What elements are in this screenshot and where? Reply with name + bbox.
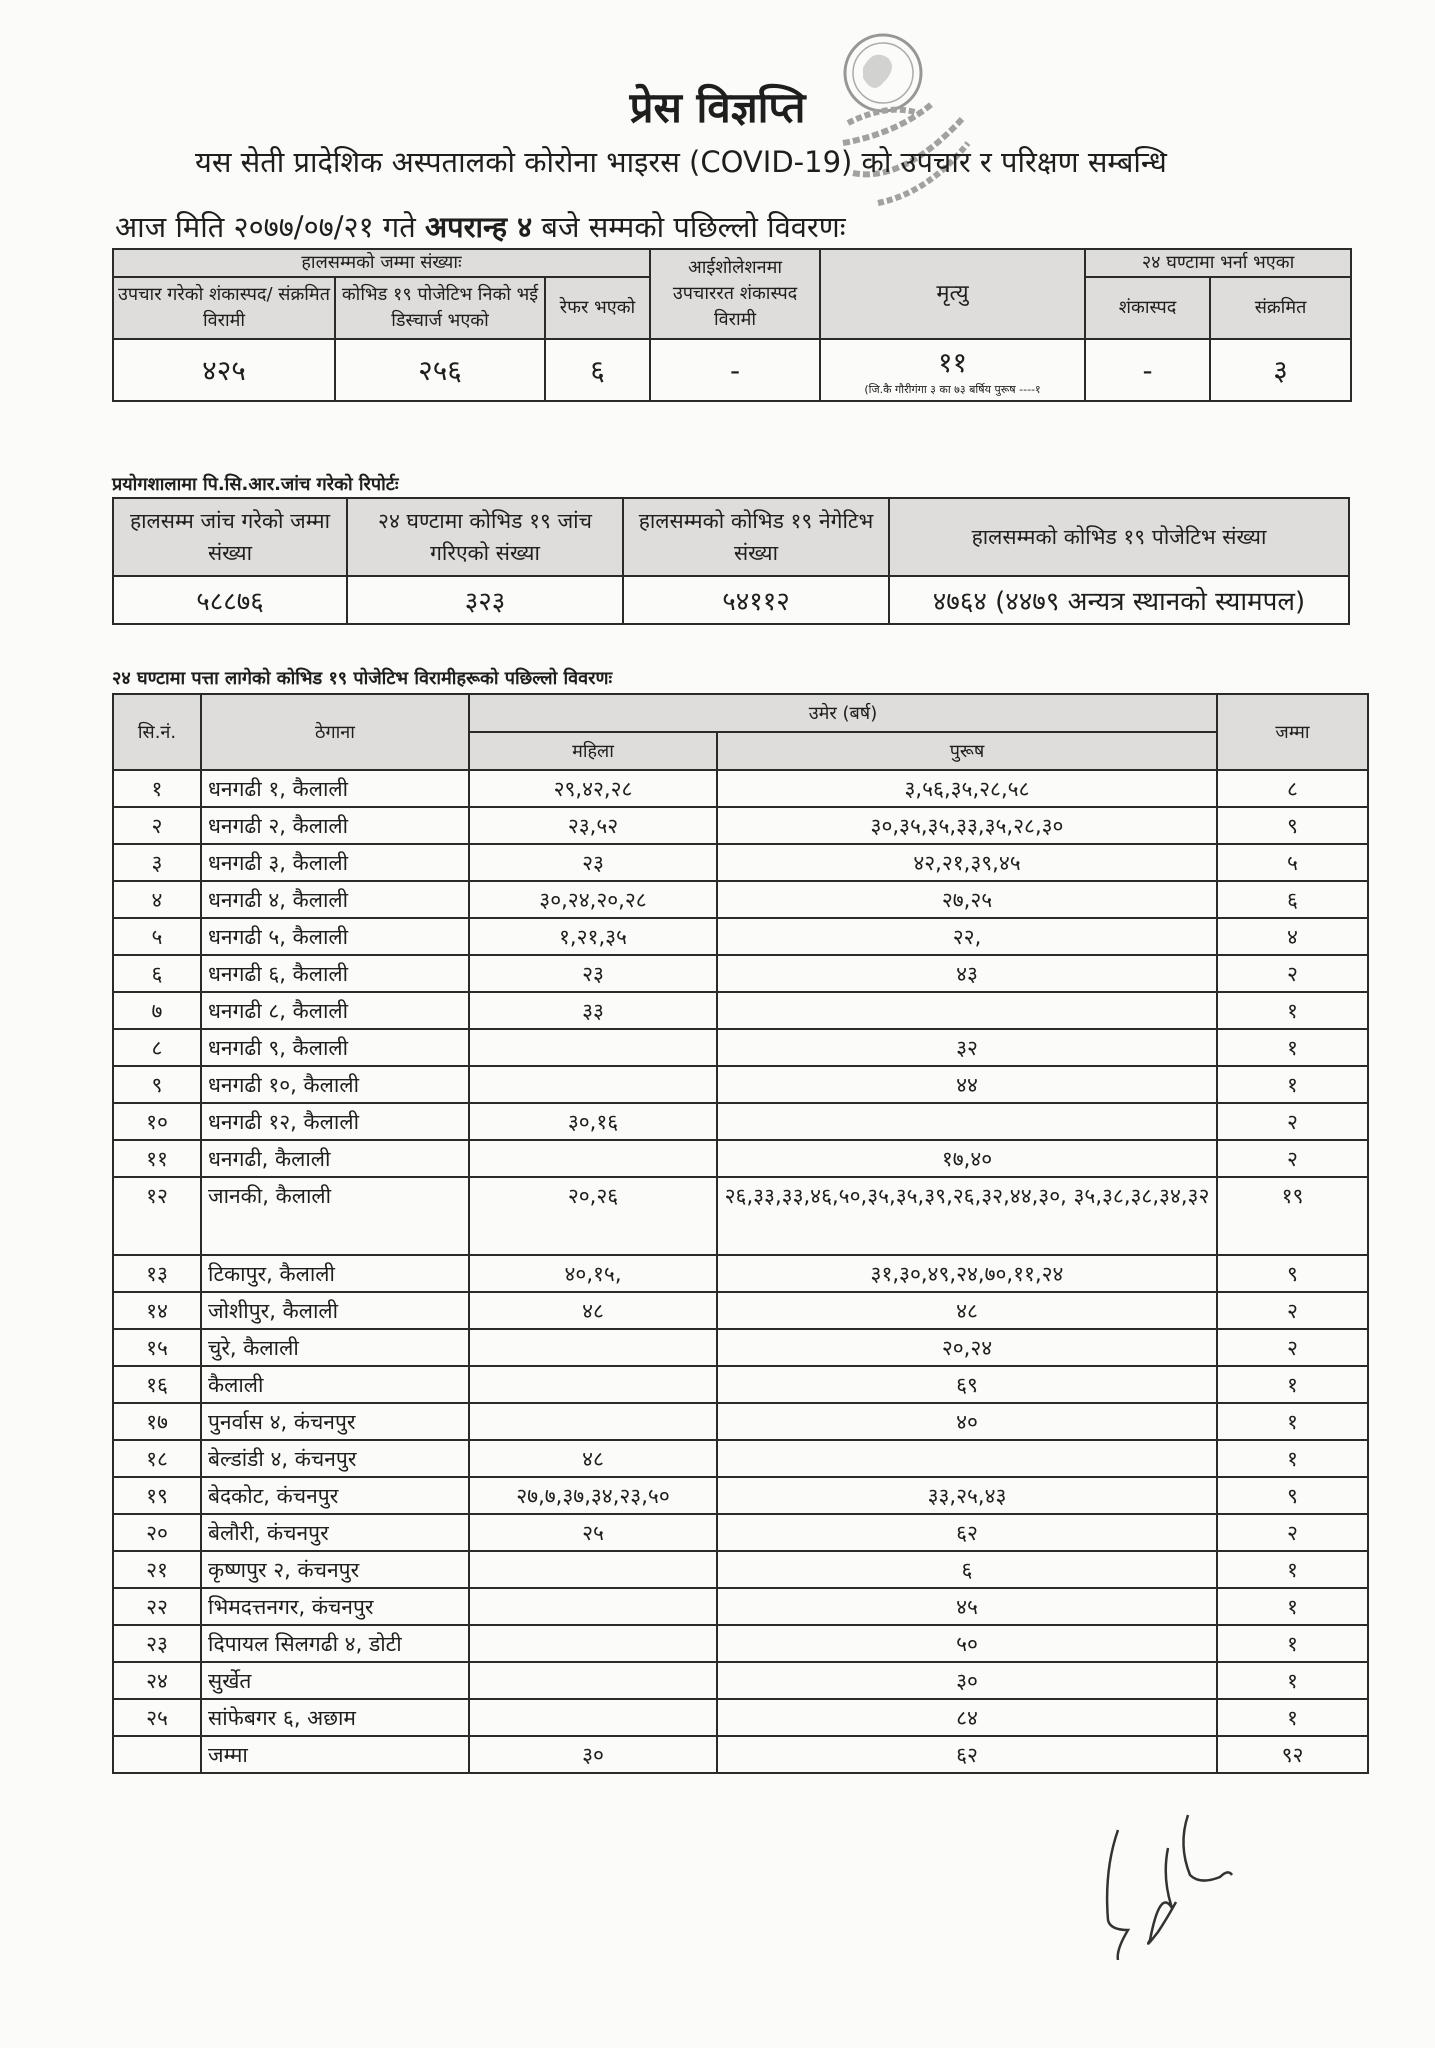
row-male: २२,: [717, 918, 1217, 955]
row-female: ३०,१६: [469, 1103, 717, 1140]
row-sn: ९: [113, 1066, 201, 1103]
value-isolation: -: [650, 339, 820, 401]
value-infected: ३: [1210, 339, 1351, 401]
header-address: ठेगाना: [201, 694, 469, 770]
row-address: बेल्डांडी ४, कंचनपुर: [201, 1440, 469, 1477]
header-female: महिला: [469, 732, 717, 770]
pcr-table: [112, 497, 1350, 625]
row-sn: २१: [113, 1551, 201, 1588]
row-male: ६९: [717, 1366, 1217, 1403]
table-row: [113, 1029, 1368, 1066]
row-address: धनगढी १, कैलाली: [201, 770, 469, 807]
death-note: (जि.कै गौरीगंगा ३ का ७३ बर्षिय पुरूष ----१: [864, 383, 1041, 396]
row-male: ८४: [717, 1699, 1217, 1736]
value-treated: ४२५: [113, 339, 335, 401]
table-row: [113, 955, 1368, 992]
header-treated: उपचार गरेको शंकास्पद/ संक्रमित विरामी: [113, 277, 335, 339]
table-row: [113, 1625, 1368, 1662]
row-total: १: [1217, 1440, 1368, 1477]
page-title: प्रेस विज्ञप्ति: [629, 83, 806, 132]
row-female: [469, 1029, 717, 1066]
row-female: ३०,२४,२०,२८: [469, 881, 717, 918]
row-female: १,२१,३५: [469, 918, 717, 955]
row-male: [717, 992, 1217, 1029]
row-total: १: [1217, 1625, 1368, 1662]
row-sn: १९: [113, 1477, 201, 1514]
row-total: ९: [1217, 1477, 1368, 1514]
row-total: १: [1217, 1403, 1368, 1440]
row-total: १: [1217, 1029, 1368, 1066]
table-row: [113, 1699, 1368, 1736]
row-total: १: [1217, 992, 1368, 1029]
header-death: मृत्यु: [820, 249, 1085, 339]
row-sn: २३: [113, 1625, 201, 1662]
row-address: धनगढी १०, कैलाली: [201, 1066, 469, 1103]
row-female: ३३: [469, 992, 717, 1029]
table-row: [113, 1329, 1368, 1366]
row-total: ४: [1217, 918, 1368, 955]
header-sn: सि.नं.: [113, 694, 201, 770]
row-address: धनगढी ९, कैलाली: [201, 1029, 469, 1066]
header-infected: संक्रमित: [1210, 277, 1351, 339]
row-sn: १३: [113, 1255, 201, 1292]
table-row: [113, 1255, 1368, 1292]
table-row: [113, 1551, 1368, 1588]
header-total: जम्मा: [1217, 694, 1368, 770]
row-female: [469, 1066, 717, 1103]
intro-line-1: यस सेती प्रादेशिक अस्पतालको कोरोना भाइरस (COVID-19) को उपचार र परिक्षण सम्बन्धि: [195, 145, 1167, 179]
table-row: [113, 992, 1368, 1029]
row-sn: १८: [113, 1440, 201, 1477]
header-suspected: शंकास्पद: [1085, 277, 1210, 339]
row-female: २५: [469, 1514, 717, 1551]
row-sn: १५: [113, 1329, 201, 1366]
row-total: २: [1217, 1514, 1368, 1551]
row-female: ४८: [469, 1440, 717, 1477]
row-address: धनगढी ६, कैलाली: [201, 955, 469, 992]
header-total-group: हालसम्मको जम्मा संख्याः: [113, 249, 650, 277]
row-female: [469, 1625, 717, 1662]
row-sn: ११: [113, 1140, 201, 1177]
row-sn: १: [113, 770, 201, 807]
table-row: [113, 1440, 1368, 1477]
row-male: ४३: [717, 955, 1217, 992]
table-row: [113, 918, 1368, 955]
row-address: चुरे, कैलाली: [201, 1329, 469, 1366]
row-female: [469, 1140, 717, 1177]
total-row-total: ९२: [1217, 1736, 1368, 1773]
table-row: [113, 1140, 1368, 1177]
value-negative: ५४११२: [623, 576, 889, 624]
table-row: [113, 1662, 1368, 1699]
intro-line-2: [115, 207, 846, 246]
row-address: धनगढी ८, कैलाली: [201, 992, 469, 1029]
row-total: ६: [1217, 881, 1368, 918]
row-address: धनगढी ४, कैलाली: [201, 881, 469, 918]
row-address: भिमदत्तनगर, कंचनपुर: [201, 1588, 469, 1625]
row-total: २: [1217, 1103, 1368, 1140]
table-row: [113, 1477, 1368, 1514]
row-sn: २०: [113, 1514, 201, 1551]
row-male: ३२: [717, 1029, 1217, 1066]
value-discharged: २५६: [335, 339, 545, 401]
row-total: १: [1217, 1066, 1368, 1103]
row-male: २६,३३,३३,४६,५०,३५,३५,३९,२६,३२,४४,३०, ३५,३८,३८,३४,३२: [717, 1177, 1217, 1255]
row-sn: १४: [113, 1292, 201, 1329]
row-female: [469, 1366, 717, 1403]
row-address: जानकी, कैलाली: [201, 1177, 469, 1255]
row-sn: १६: [113, 1366, 201, 1403]
table-row: [113, 1177, 1368, 1255]
row-female: २७,७,३७,३४,२३,५०: [469, 1477, 717, 1514]
row-total: १: [1217, 1551, 1368, 1588]
pcr-caption: प्रयोगशालामा पि.सि.आर.जांच गरेको रिपोर्टः: [112, 474, 399, 495]
header-discharged: कोभिड १९ पोजेटिभ निको भई डिस्चार्ज भएको: [335, 277, 545, 339]
row-address: टिकापुर, कैलाली: [201, 1255, 469, 1292]
row-address: बेलौरी, कंचनपुर: [201, 1514, 469, 1551]
intro-date: आज मिति २०७७/०७/२१ गते: [115, 210, 425, 244]
header-total-tested: हालसम्म जांच गरेको जम्मा संख्या: [113, 498, 347, 576]
header-negative: हालसम्मको कोभिड १९ नेगेटिभ संख्या: [623, 498, 889, 576]
total-row-sn: [113, 1736, 201, 1773]
row-sn: १२: [113, 1177, 201, 1255]
header-age: उमेर (बर्ष): [469, 694, 1217, 732]
row-female: [469, 1403, 717, 1440]
row-male: ४५: [717, 1588, 1217, 1625]
row-total: २: [1217, 1292, 1368, 1329]
row-female: २९,४२,२८: [469, 770, 717, 807]
row-total: २: [1217, 1329, 1368, 1366]
row-male: [717, 1440, 1217, 1477]
row-female: ४०,१५,: [469, 1255, 717, 1292]
row-male: १७,४०: [717, 1140, 1217, 1177]
row-male: [717, 1103, 1217, 1140]
official-seal-icon: [808, 28, 1008, 218]
row-address: जोशीपुर, कैलाली: [201, 1292, 469, 1329]
row-sn: २२: [113, 1588, 201, 1625]
row-female: [469, 1329, 717, 1366]
value-positive: ४७६४ (४४७९ अन्यत्र स्थानको स्यामपल): [889, 576, 1349, 624]
row-address: दिपायल सिलगढी ४, डोटी: [201, 1625, 469, 1662]
table-row: [113, 1066, 1368, 1103]
row-female: २३: [469, 844, 717, 881]
row-address: कैलाली: [201, 1366, 469, 1403]
row-male: ३०: [717, 1662, 1217, 1699]
signature-icon: [1060, 1810, 1260, 1960]
row-female: [469, 1551, 717, 1588]
header-positive: हालसम्मको कोभिड १९ पोजेटिभ संख्या: [889, 498, 1349, 576]
row-female: २०,२६: [469, 1177, 717, 1255]
row-address: धनगढी ५, कैलाली: [201, 918, 469, 955]
header-referred: रेफर भएको: [545, 277, 650, 339]
row-sn: १०: [113, 1103, 201, 1140]
row-sn: २: [113, 807, 201, 844]
table-row: [113, 807, 1368, 844]
row-sn: ७: [113, 992, 201, 1029]
intro-tail: बजे सम्मको पछिल्लो विवरणः: [532, 210, 846, 244]
row-total: १९: [1217, 1177, 1368, 1255]
row-address: पुनर्वास ४, कंचनपुर: [201, 1403, 469, 1440]
header-isolation: आईशोलेशनमा उपचाररत शंकास्पद विरामी: [650, 249, 820, 339]
row-address: धनगढी ३, कैलाली: [201, 844, 469, 881]
row-male: ६: [717, 1551, 1217, 1588]
row-female: [469, 1662, 717, 1699]
row-address: धनगढी १२, कैलाली: [201, 1103, 469, 1140]
row-total: २: [1217, 1140, 1368, 1177]
row-male: ४०: [717, 1403, 1217, 1440]
table-row: [113, 1514, 1368, 1551]
row-total: २: [1217, 955, 1368, 992]
table-row: [113, 770, 1368, 807]
table-row: [113, 881, 1368, 918]
row-female: [469, 1588, 717, 1625]
row-female: २३,५२: [469, 807, 717, 844]
row-sn: ४: [113, 881, 201, 918]
row-female: [469, 1699, 717, 1736]
row-male: २७,२५: [717, 881, 1217, 918]
row-total: १: [1217, 1588, 1368, 1625]
header-male: पुरूष: [717, 732, 1217, 770]
row-male: ४२,२१,३९,४५: [717, 844, 1217, 881]
row-male: ५०: [717, 1625, 1217, 1662]
row-address: धनगढी २, कैलाली: [201, 807, 469, 844]
row-male: ३,५६,३५,२८,५८: [717, 770, 1217, 807]
positive-caption: २४ घण्टामा पत्ता लागेको कोभिड १९ पोजेटिभ विरामीहरूको पछिल्लो विवरणः: [112, 668, 613, 689]
row-address: सुर्खेत: [201, 1662, 469, 1699]
row-male: ३१,३०,४९,२४,७०,११,२४: [717, 1255, 1217, 1292]
table-row: [113, 1588, 1368, 1625]
positive-patients-table: [112, 693, 1369, 1774]
row-total: ९: [1217, 1255, 1368, 1292]
row-total: १: [1217, 1662, 1368, 1699]
row-sn: ३: [113, 844, 201, 881]
row-male: ६२: [717, 1514, 1217, 1551]
row-address: बेदकोट, कंचनपुर: [201, 1477, 469, 1514]
total-row-male: ६२: [717, 1736, 1217, 1773]
table-row: [113, 1292, 1368, 1329]
row-sn: २४: [113, 1662, 201, 1699]
table-row: [113, 1403, 1368, 1440]
header-admitted-group: २४ घण्टामा भर्ना भएका: [1085, 249, 1351, 277]
row-sn: १७: [113, 1403, 201, 1440]
row-address: धनगढी, कैलाली: [201, 1140, 469, 1177]
value-death-cell: [820, 339, 1085, 401]
value-tested-24h: ३२३: [347, 576, 623, 624]
row-sn: २५: [113, 1699, 201, 1736]
row-address: कृष्णपुर २, कंचनपुर: [201, 1551, 469, 1588]
row-sn: ६: [113, 955, 201, 992]
row-total: १: [1217, 1699, 1368, 1736]
header-tested-24h: २४ घण्टामा कोभिड १९ जांच गरिएको संख्या: [347, 498, 623, 576]
row-female: २३: [469, 955, 717, 992]
value-death: ११: [937, 346, 968, 379]
row-female: ४८: [469, 1292, 717, 1329]
value-referred: ६: [545, 339, 650, 401]
total-row-female: ३०: [469, 1736, 717, 1773]
row-total: ८: [1217, 770, 1368, 807]
table-row: [113, 1366, 1368, 1403]
row-male: ३३,२५,४३: [717, 1477, 1217, 1514]
intro-time: अपरान्ह ४: [424, 210, 533, 244]
row-address: सांफेबगर ६, अछाम: [201, 1699, 469, 1736]
row-male: ४४: [717, 1066, 1217, 1103]
row-male: ३०,३५,३५,३३,३५,२८,३०: [717, 807, 1217, 844]
row-sn: ८: [113, 1029, 201, 1066]
row-male: ४८: [717, 1292, 1217, 1329]
row-total: ९: [1217, 807, 1368, 844]
row-total: ५: [1217, 844, 1368, 881]
row-male: २०,२४: [717, 1329, 1217, 1366]
value-suspected: -: [1085, 339, 1210, 401]
summary-table: [112, 248, 1352, 402]
row-total: १: [1217, 1366, 1368, 1403]
value-total-tested: ५८८७६: [113, 576, 347, 624]
row-sn: ५: [113, 918, 201, 955]
table-row: [113, 844, 1368, 881]
table-row: [113, 1103, 1368, 1140]
total-row-label: जम्मा: [201, 1736, 469, 1773]
